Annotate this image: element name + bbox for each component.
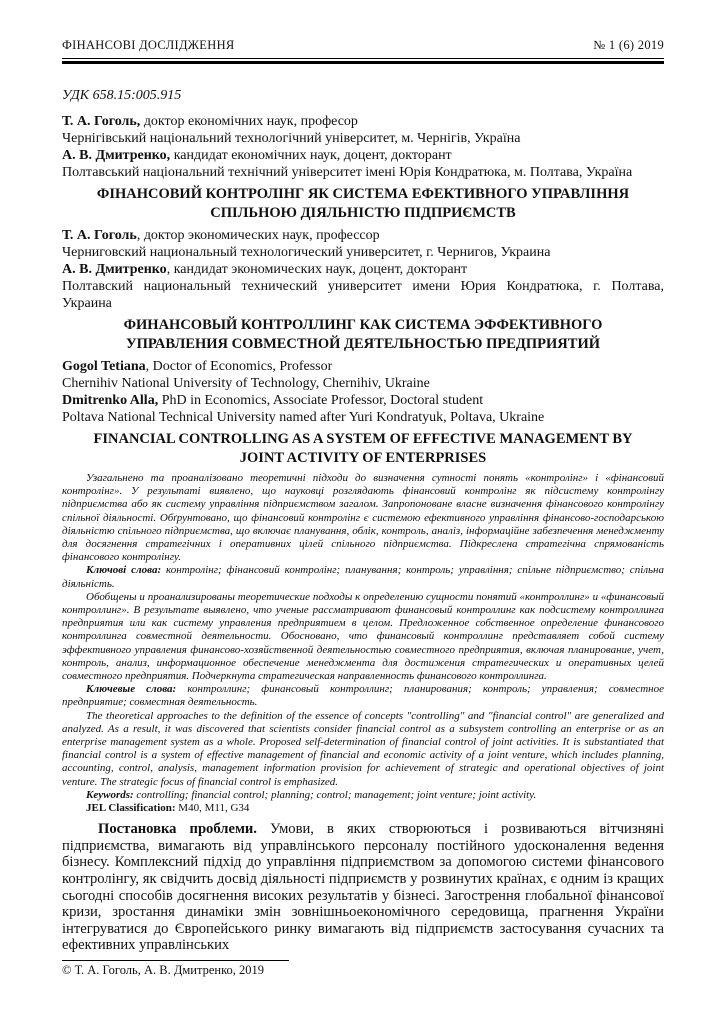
page-footer	[62, 960, 664, 978]
header-rule	[62, 58, 664, 64]
keywords-label: Keywords:	[86, 788, 134, 801]
author-name: Gogol Tetiana	[62, 359, 146, 374]
author-name: Т. А. Гоголь	[62, 228, 137, 243]
author-role: PhD in Economics, Associate Professor, Doctoral student	[161, 393, 484, 408]
author-affiliation: Полтавский национальный технический университет имени Юрия Кондратюка, г. Полтава, Украина	[62, 279, 664, 311]
udk-code: УДК 658.15:005.915	[62, 88, 182, 103]
journal-title: ФІНАНСОВІ ДОСЛІДЖЕННЯ	[62, 38, 235, 52]
author-name: Dmitrenko Alla,	[62, 393, 159, 408]
keywords-text: контролінг; фінансовий контролінг; планування; контроль; управління; спільне підприємство; спільна діяльність.	[62, 564, 665, 590]
authors-block-uk	[62, 113, 664, 181]
author-role: , Doctor of Economics, Professor	[145, 359, 333, 374]
article-title-ru: ФИНАНСОВЫЙ КОНТРОЛЛИНГ КАК СИСТЕМА ЭФФЕКТИВНОГО УПРАВЛЕНИЯ СОВМЕСТНОЙ ДЕЯТЕЛЬНОСТЬЮ ПРЕДПРИЯТИЙ	[123, 317, 603, 352]
author-line	[62, 358, 664, 375]
author-name: Т. А. Гоголь,	[62, 114, 141, 129]
keywords-en	[62, 789, 664, 802]
keywords-label: Ключевые слова:	[86, 683, 177, 696]
copyright-line: © Т. А. Гоголь, А. В. Дмитренко, 2019	[62, 963, 265, 978]
article-title-uk: ФІНАНСОВИЙ КОНТРОЛІНГ ЯК СИСТЕМА ЕФЕКТИВНОГО УПРАВЛІННЯ СПІЛЬНОЮ ДІЯЛЬНІСТЮ ПІДПРИЄМСТВ	[96, 186, 630, 221]
keywords-ru	[62, 683, 664, 709]
keywords-label: Ключові слова:	[86, 564, 162, 577]
author-role: , кандидат экономических наук, доцент, докторант	[166, 262, 468, 277]
abstract-ru: Обобщены и проанализированы теоретические подходы к определению сущности понятий «контроллинг» и «финансовый контроллинг». В результате выявлено, что ученые рассматривают финансовый контроллинг как подсистему контроллинга предприятия или как систему управления предприятием в целом. Предложенное собственное определение финансового контроллинга совместной деятельности. Обосновано, что финансовый контроллинг представляет собой систему эффективного управления финансово-хозяйственной деятельностью совместного предприятия, включая планирование, учет, контроль, анализ, информационное обеспечение менеджмента для достижения стратегических и оперативных целей совместного предприятия. Подчеркнута стратегическая направленность финансового контроллинга.	[62, 590, 664, 683]
article-title-en: FINANCIAL CONTROLLING AS A SYSTEM OF EFFECTIVE MANAGEMENT BY JOINT ACTIVITY OF ENTERPRISES	[93, 431, 633, 466]
body-paragraph-text: Умови, в яких створюються і розвиваються вітчизняні підприємства, вимагають від управлінського персоналу постійного удосконалення ведення бізнесу. Комплексний підхід до управління підприємством за допомогою системи фінансового контролінгу, як свідчить досвід діяльності підприємств у розвинутих країнах, є одним із кращих сьогодні способів досягнення високих результатів у бізнесі. Загострення глобальної фінансової кризи, зростання динаміки змін зовнішньоекономічного середовища, прагнення України інтегруватися до Європейського ринку вимагають від підприємств застосування сучасних та ефективних управлінських	[62, 821, 664, 954]
author-line	[62, 227, 664, 244]
author-line	[62, 261, 664, 278]
author-line	[62, 147, 664, 164]
author-line	[62, 113, 664, 130]
jel-label: JEL Classification:	[86, 802, 176, 815]
author-role: , доктор экономических наук, профессор	[136, 228, 380, 243]
author-name: А. В. Дмитренко,	[62, 148, 171, 163]
keywords-text: controlling; financial control; planning; control; management; joint venture; joint activity.	[136, 788, 537, 801]
keywords-text: контроллинг; финансовый контроллинг; планирования; контроль; управления; совместное предприятие; совместная деятельность.	[62, 683, 665, 709]
author-affiliation: Чернігівський національний технологічний університет, м. Чернігів, Україна	[62, 131, 521, 146]
author-name: А. В. Дмитренко	[62, 262, 167, 277]
author-affiliation: Полтавський національний технічний університет імені Юрія Кондратюка, м. Полтава, Україна	[62, 165, 633, 180]
keywords-uk	[62, 564, 664, 590]
jel-codes: M40, M11, G34	[178, 802, 250, 815]
body-paragraph	[62, 821, 664, 954]
issue-number: № 1 (6) 2019	[593, 38, 664, 52]
author-line	[62, 392, 664, 409]
author-affiliation: Черниговский национальный технологический университет, г. Чернигов, Украина	[62, 245, 551, 260]
page-header	[62, 38, 664, 53]
author-affiliation: Chernihiv National University of Technology, Chernihiv, Ukraine	[62, 376, 430, 391]
author-affiliation: Poltava National Technical University named after Yuri Kondratyuk, Poltava, Ukraine	[62, 410, 545, 425]
abstract-en: The theoretical approaches to the definition of the essence of concepts "controlling" and "financial control" are generalized and analyzed. As a result, it was discovered that scientists consider financial control as a subsystem controlling an enterprise or as an enterprise management system as a whole. Proposed self-determination of financial control of joint activities. It is substantiated that financial control is a system of effective management of financial and economic activity of a joint venture, which includes planning, accounting, control, analysis, management information provision for achievement of strategic and operational objectives of joint venture. The strategic focus of financial control is emphasized.	[62, 709, 664, 788]
abstract-uk: Узагальнено та проаналізовано теоретичні підходи до визначення сутності понять «контролінг» і «фінансовий контролінг». У результаті виявлено, що науковці розглядають фінансовий контролінг як підсистему контролінгу підприємства або як систему управління підприємством загалом. Запропоноване власне визначення фінансового контролінгу спільної діяльності. Обґрунтовано, що фінансовий контролінг є системою ефективного управління фінансово-господарською діяльністю спільного підприємства, що включає планування, облік, контроль, аналіз, інформаційне забезпечення менеджменту для досягнення стратегічних і оперативних цілей спільного підприємства. Підкреслена стратегічна спрямованість фінансового контролінгу.	[62, 472, 664, 564]
authors-block-en	[62, 358, 664, 426]
author-role: кандидат економічних наук, доцент, докторант	[173, 148, 452, 163]
jel-classification	[62, 802, 664, 815]
author-role: доктор економічних наук, професор	[143, 114, 358, 129]
section-lead: Постановка проблеми.	[98, 821, 257, 838]
footnote-rule	[62, 960, 289, 961]
journal-page	[62, 38, 664, 978]
authors-block-ru	[62, 227, 664, 312]
